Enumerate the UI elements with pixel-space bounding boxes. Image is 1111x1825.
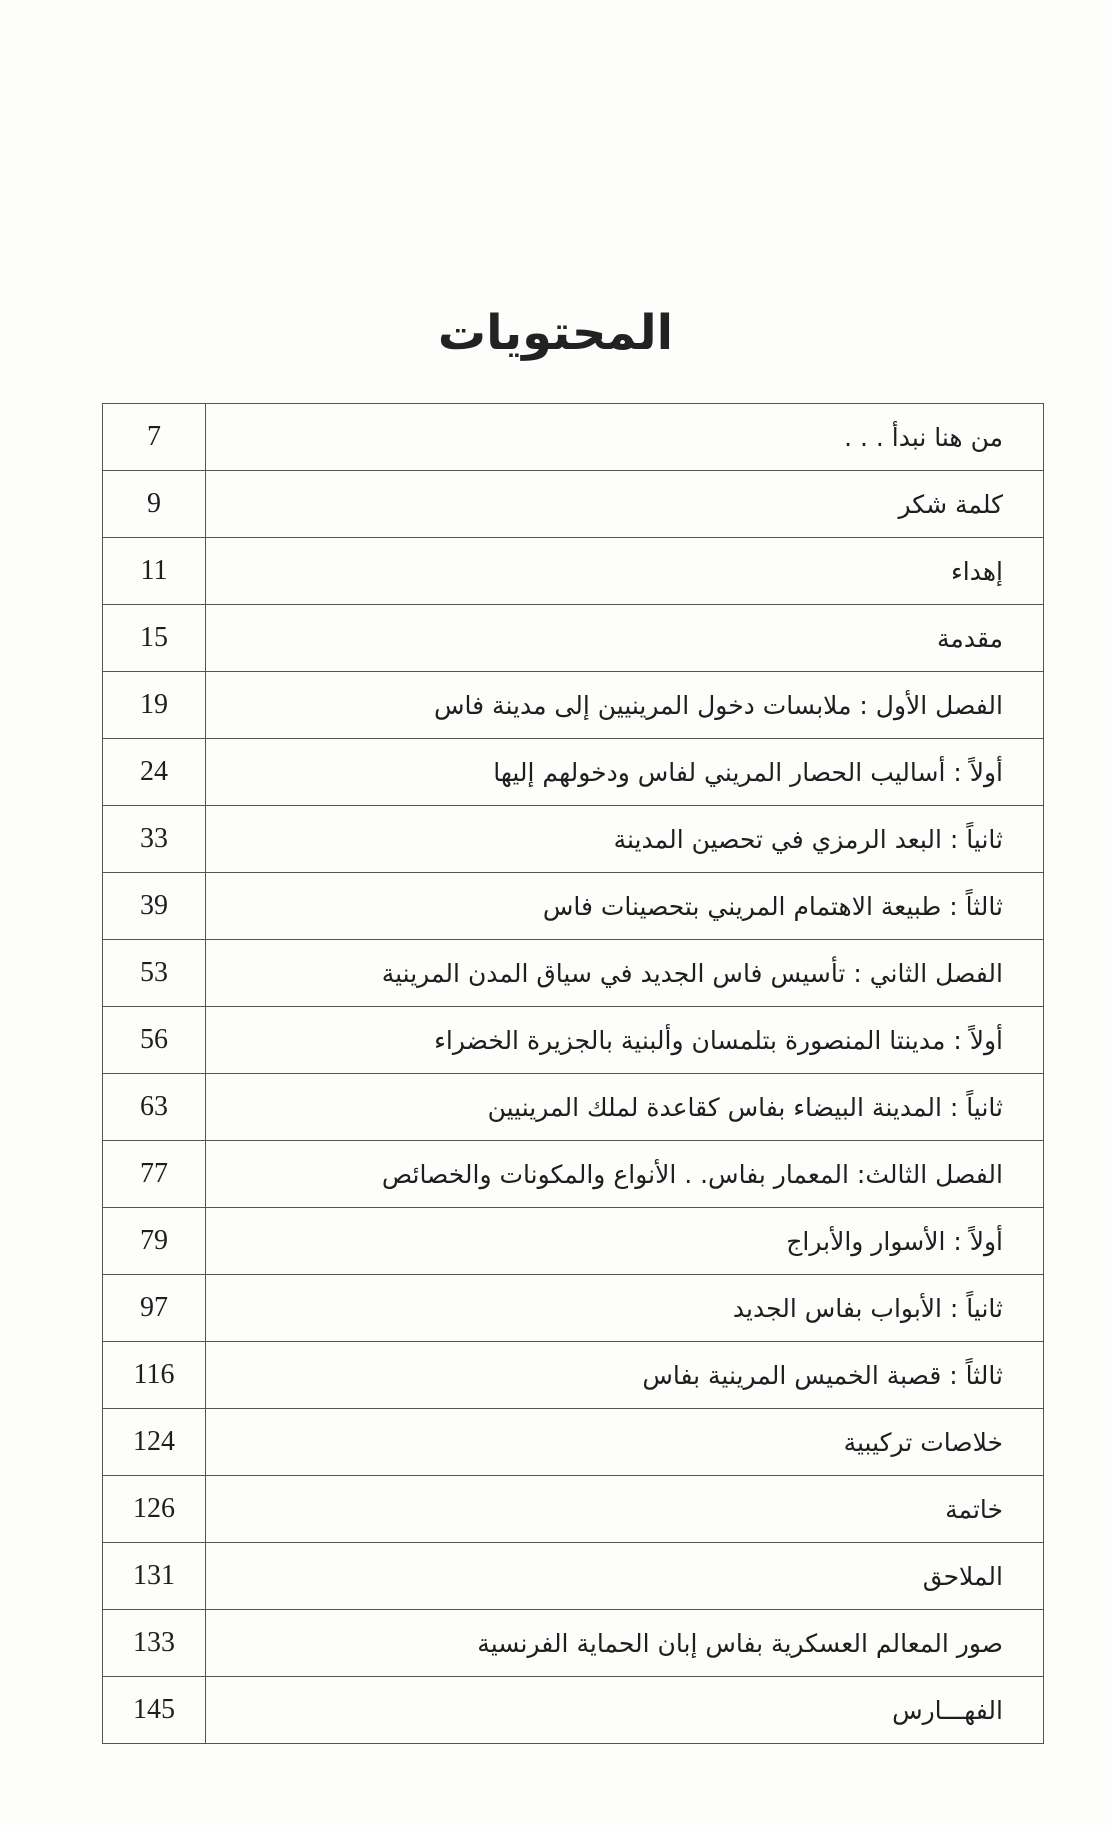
page-number: 19: [103, 672, 206, 739]
page-title: المحتويات: [437, 305, 674, 361]
toc-row: [103, 1275, 1044, 1342]
page-number: 56: [103, 1007, 206, 1074]
page-number: 79: [103, 1208, 206, 1275]
entry-title: ثانياً : الأبواب بفاس الجديد: [206, 1275, 1044, 1342]
page-number: 116: [103, 1342, 206, 1409]
entry-title: صور المعالم العسكرية بفاس إبان الحماية الفرنسية: [206, 1610, 1044, 1677]
entry-title: ثانياً : البعد الرمزي في تحصين المدينة: [206, 806, 1044, 873]
toc-row: [103, 1074, 1044, 1141]
toc-row: [103, 1677, 1044, 1744]
entry-title: من هنا نبدأ . . .: [206, 404, 1044, 471]
entry-title: إهداء: [206, 538, 1044, 605]
entry-title: أولاً : أساليب الحصار المريني لفاس ودخولهم إليها: [206, 739, 1044, 806]
toc-row: [103, 1007, 1044, 1074]
page-number: 131: [103, 1543, 206, 1610]
toc-row: [103, 1342, 1044, 1409]
entry-title: أولاً : الأسوار والأبراج: [206, 1208, 1044, 1275]
entry-title: خاتمة: [206, 1476, 1044, 1543]
page-number: 15: [103, 605, 206, 672]
toc-row: [103, 1610, 1044, 1677]
toc-row: [103, 739, 1044, 806]
page-number: 24: [103, 739, 206, 806]
entry-title: الفصل الأول : ملابسات دخول المرينيين إلى مدينة فاس: [206, 672, 1044, 739]
page-number: 97: [103, 1275, 206, 1342]
page-number: 9: [103, 471, 206, 538]
toc-row: [103, 605, 1044, 672]
toc-row: [103, 672, 1044, 739]
page-number: 63: [103, 1074, 206, 1141]
page-number: 33: [103, 806, 206, 873]
entry-title: كلمة شكر: [206, 471, 1044, 538]
entry-title: خلاصات تركيبية: [206, 1409, 1044, 1476]
toc-row: [103, 1208, 1044, 1275]
entry-title: ثانياً : المدينة البيضاء بفاس كقاعدة لملك المرينيين: [206, 1074, 1044, 1141]
toc-row: [103, 940, 1044, 1007]
entry-title: الفصل الثاني : تأسيس فاس الجديد في سياق المدن المرينية: [206, 940, 1044, 1007]
page-number: 77: [103, 1141, 206, 1208]
toc-row: [103, 1409, 1044, 1476]
entry-title: الفصل الثالث: المعمار بفاس. . الأنواع والمكونات والخصائص: [206, 1141, 1044, 1208]
toc-row: [103, 471, 1044, 538]
toc-row: [103, 1141, 1044, 1208]
page-number: 145: [103, 1677, 206, 1744]
page-number: 11: [103, 538, 206, 605]
contents-table: [102, 403, 1044, 1744]
page-number: 133: [103, 1610, 206, 1677]
toc-row: [103, 1476, 1044, 1543]
entry-title: الملاحق: [206, 1543, 1044, 1610]
entry-title: مقدمة: [206, 605, 1044, 672]
toc-row: [103, 404, 1044, 471]
toc-row: [103, 1543, 1044, 1610]
entry-title: الفهـــارس: [206, 1677, 1044, 1744]
page-number: 53: [103, 940, 206, 1007]
page-number: 124: [103, 1409, 206, 1476]
entry-title: أولاً : مدينتا المنصورة بتلمسان وألبنية بالجزيرة الخضراء: [206, 1007, 1044, 1074]
toc-row: [103, 806, 1044, 873]
page-number: 126: [103, 1476, 206, 1543]
toc-row: [103, 873, 1044, 940]
page-number: 7: [103, 404, 206, 471]
page-number: 39: [103, 873, 206, 940]
entry-title: ثالثاً : طبيعة الاهتمام المريني بتحصينات فاس: [206, 873, 1044, 940]
entry-title: ثالثاً : قصبة الخميس المرينية بفاس: [206, 1342, 1044, 1409]
toc-row: [103, 538, 1044, 605]
